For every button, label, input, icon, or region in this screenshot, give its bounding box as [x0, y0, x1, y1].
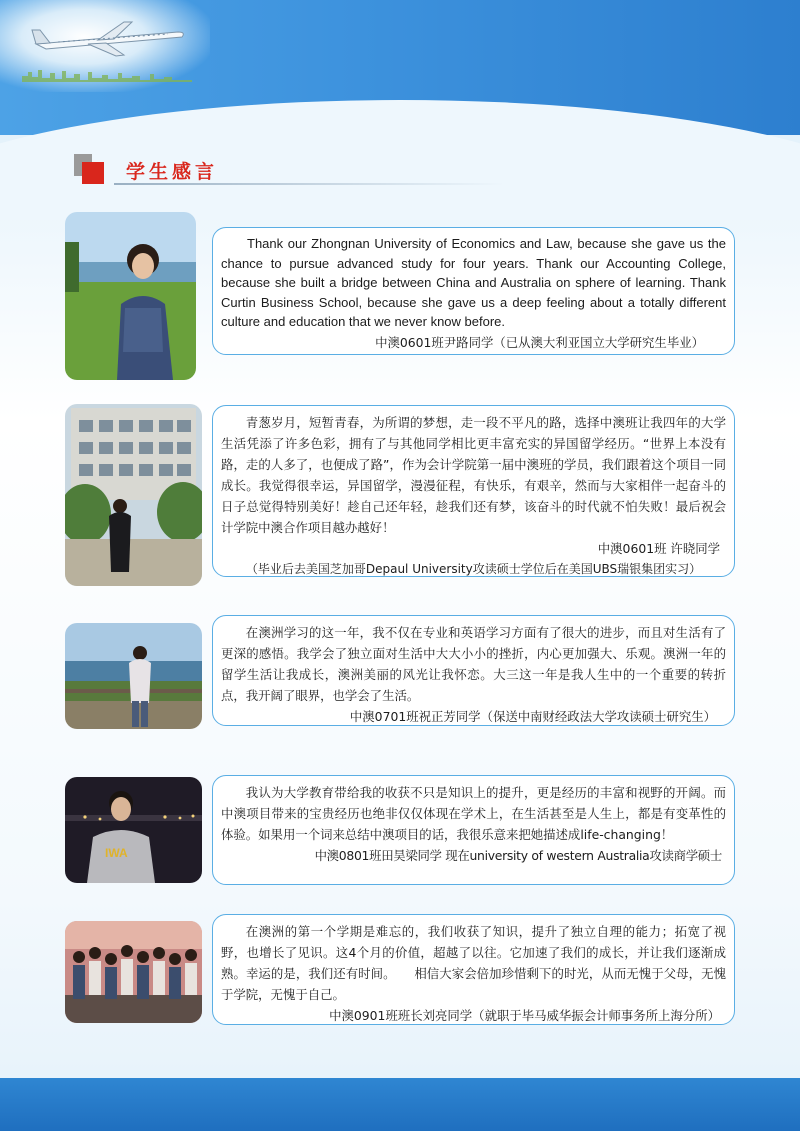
airplane-icon: [28, 18, 188, 60]
testimonial-signature: 中澳0601班 许晓同学: [597, 541, 720, 556]
testimonial-signature: 中澳0901班班长刘亮同学（就职于毕马威华振会计师事务所上海分所）: [329, 1008, 720, 1023]
student-photo-4: [65, 777, 202, 883]
testimonial-text: 在澳洲学习的这一年，我不仅在专业和英语学习方面有了很大的进步，而且对生活有了更深的感悟。我学会了独立面对生活中大大小小的挫折，内心更加强大、乐观。澳洲一年的留学生活让我成长，澳洲美丽的风光让我怀恋。大三这一年是我人生中的一个重要的转折点，我开阔了眼界，也学会了生活。: [221, 625, 726, 703]
testimonial-note: （毕业后去美国芝加哥Depaul University攻读硕士学位后在美国UBS瑞银集团实习）: [245, 562, 702, 576]
testimonial-card-5: [212, 914, 735, 1025]
section-header: [74, 152, 504, 188]
testimonial-signature: 中澳0801班田昊梁同学 现在university of western Australia攻读商学硕士: [314, 848, 722, 863]
student-photo-5: [65, 921, 202, 1023]
svg-text:IWA: IWA: [105, 846, 128, 860]
testimonial-card-4: [212, 775, 735, 885]
testimonial-text: 在澳洲的第一个学期是难忘的，我们收获了知识，提升了独立自理的能力；拓宽了视野，也增长了见识。这4个月的价值，超越了以往。它加速了我们的成长，并让我们逐渐成熟。幸运的是，我们还有时间。 相信大家会倍加珍惜剩下的时光，从而无愧于父母，无愧于学院，无愧于自己。: [221, 924, 726, 1002]
student-photo-3: [65, 623, 202, 729]
testimonial-card-1: [212, 227, 735, 355]
testimonial-signature: 中澳0601班尹路同学（已从澳大利亚国立大学研究生毕业）: [375, 334, 704, 350]
section-divider: [114, 183, 504, 185]
testimonial-text: 我认为大学教育带给我的收获不只是知识上的提升，更是经历的丰富和视野的开阔。而中澳项目带来的宝贵经历也绝非仅仅体现在学术上，在生活甚至是人生上，都是有变革性的体验。如果用一个词来总结中澳项目的话，我很乐意来把她描述成life-changing！: [221, 785, 726, 842]
testimonial-card-3: [212, 615, 735, 726]
student-photo-1: [65, 212, 196, 380]
testimonial-card-2: [212, 405, 735, 577]
student-photo-2: [65, 404, 202, 586]
city-skyline-icon: [22, 66, 192, 82]
testimonial-text: Thank our Zhongnan University of Economics and Law, because she gave us the chance to pursue advanced study for four years. Thank our Accounting College, because she built a bridge between China and Australia on sphere of learning. Thank Curtin Business School, because she gave us a deep feeling about a totally different culture and education that we never know before.: [221, 236, 726, 329]
testimonial-text: 青葱岁月，短暂青春，为所谓的梦想，走一段不平凡的路，选择中澳班让我四年的大学生活凭添了许多色彩，拥有了与其他同学相比更丰富充实的异国留学经历。“世界上本没有路，走的人多了，也便成了路”，作为会计学院第一届中澳班的学员，我们跟着这个项目一同成长。我觉得很幸运，异国留学，漫漫征程，有快乐，有艰辛，然而与大家相伴一起奋斗的日子总觉得特别美好！趁自己还年轻，趁我们还有梦，该奋斗的时代就不怕失败！最后祝会计学院中澳合作项目越办越好！: [221, 415, 726, 535]
section-title: 学生感言: [126, 161, 219, 183]
header-square-red: [82, 162, 104, 184]
footer-band: [0, 1078, 800, 1131]
testimonial-signature: 中澳0701班祝正芳同学（保送中南财经政法大学攻读硕士研究生）: [349, 709, 716, 724]
